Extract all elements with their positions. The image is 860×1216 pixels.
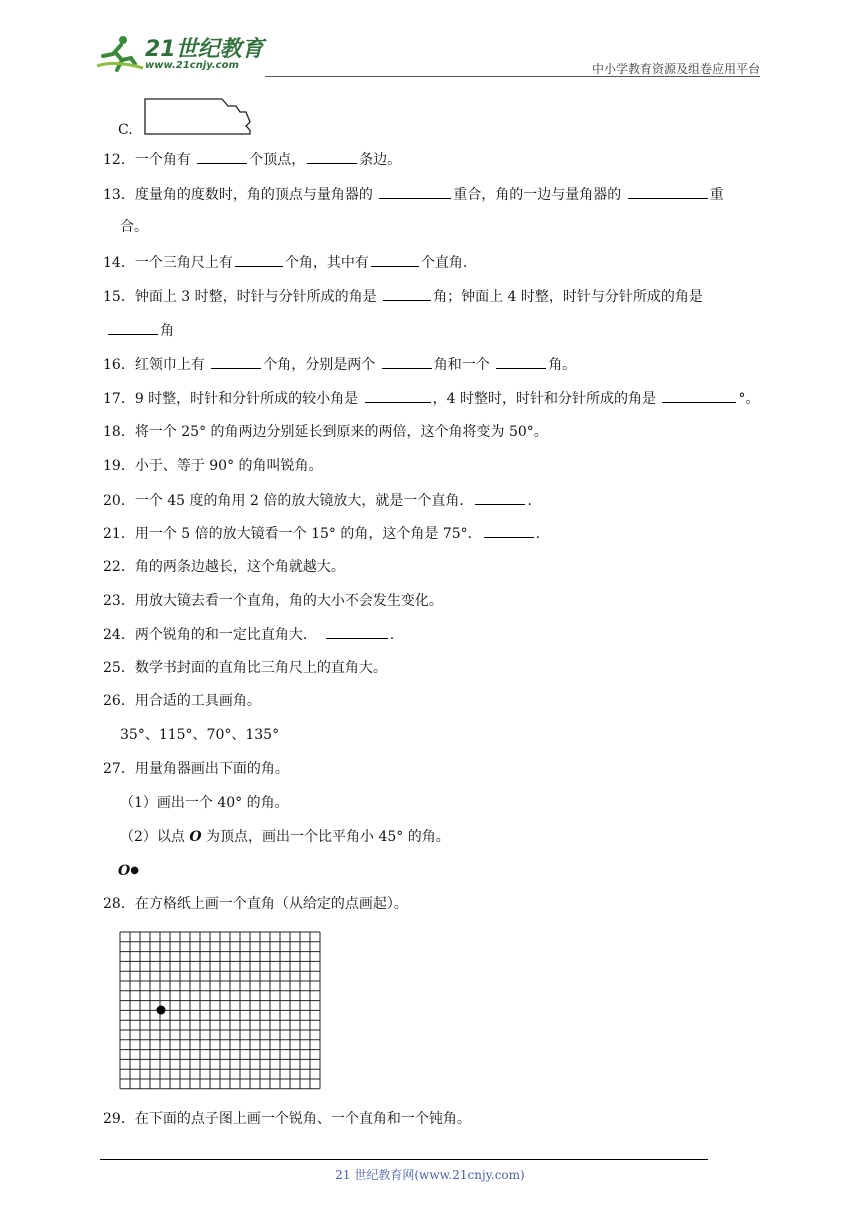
answer-blank[interactable] bbox=[662, 388, 736, 403]
point-o bbox=[118, 861, 139, 881]
page-header bbox=[95, 30, 760, 80]
answer-blank[interactable] bbox=[108, 320, 158, 335]
answer-blank[interactable] bbox=[475, 490, 525, 505]
footer-divider bbox=[100, 1159, 708, 1160]
question-12: 12．一个角有 个顶点， 条边。 bbox=[103, 149, 401, 170]
question-17: 17．9 时整，时针和分针所成的较小角是 ，4 时整时，时针和分针所成的角是 °。 bbox=[103, 388, 759, 409]
question-13-continued: 合。 bbox=[120, 219, 148, 235]
question-25: 25．数学书封面的直角比三角尺上的直角大。 bbox=[103, 660, 387, 676]
site-logo bbox=[95, 30, 265, 76]
question-18: 18．将一个 25° 的角两边分别延长到原来的两倍，这个角将变为 50°。 bbox=[103, 424, 548, 440]
question-15-continued: 角 bbox=[106, 320, 174, 341]
answer-blank[interactable] bbox=[484, 523, 534, 538]
question-28: 28．在方格纸上画一个直角（从给定的点画起）。 bbox=[103, 896, 408, 912]
answer-blank[interactable] bbox=[628, 184, 708, 199]
runner-logo-icon bbox=[95, 34, 147, 74]
answer-blank[interactable] bbox=[365, 388, 431, 403]
question-15: 15．钟面上 3 时整，时针与分针所成的角是 角；钟面上 4 时整，时针与分针所成的角是 bbox=[103, 286, 703, 307]
answer-blank[interactable] bbox=[307, 149, 357, 164]
answer-blank[interactable] bbox=[197, 149, 247, 164]
question-20: 20．一个 45 度的角用 2 倍的放大镜放大，就是一个直角． . bbox=[103, 490, 532, 511]
grid-start-point bbox=[157, 1006, 166, 1015]
answer-blank[interactable] bbox=[382, 354, 432, 369]
answer-blank[interactable] bbox=[496, 354, 546, 369]
answer-blank[interactable] bbox=[379, 184, 451, 199]
question-19: 19．小于、等于 90° 的角叫锐角。 bbox=[103, 458, 323, 474]
question-26-angles: 35°、115°、70°、135° bbox=[120, 727, 280, 743]
question-27-part-1: （1）画出一个 40° 的角。 bbox=[120, 795, 289, 811]
question-16: 16．红领巾上有 个角，分别是两个 角和一个 角。 bbox=[103, 354, 576, 375]
header-divider bbox=[265, 76, 760, 77]
point-o-dot: ● bbox=[130, 865, 139, 876]
answer-blank[interactable] bbox=[371, 252, 419, 267]
question-24: 24．两个锐角的和一定比直角大. . bbox=[103, 624, 394, 645]
square-grid-paper[interactable] bbox=[118, 930, 322, 1092]
answer-blank[interactable] bbox=[211, 354, 261, 369]
answer-blank[interactable] bbox=[326, 624, 388, 639]
page-footer: 21 世纪教育网(www.21cnjy.com) bbox=[335, 1168, 525, 1182]
point-o-label: O bbox=[118, 863, 131, 879]
question-14: 14．一个三角尺上有 个角，其中有 个直角. bbox=[103, 252, 467, 273]
q11-option-c-figure bbox=[140, 96, 256, 138]
question-23: 23．用放大镜去看一个直角，角的大小不会发生变化。 bbox=[103, 593, 443, 609]
q11-option-c bbox=[118, 120, 133, 140]
question-26: 26．用合适的工具画角。 bbox=[103, 693, 261, 709]
option-c-label: C. bbox=[118, 122, 133, 138]
question-21: 21．用一个 5 倍的放大镜看一个 15° 的角，这个角是 75°． . bbox=[103, 523, 540, 544]
question-13: 13．度量角的度数时，角的顶点与量角器的 重合，角的一边与量角器的 重 bbox=[103, 184, 724, 205]
answer-blank[interactable] bbox=[235, 252, 283, 267]
question-27: 27．用量角器画出下面的角。 bbox=[103, 761, 289, 777]
logo-text: 21世纪教育 bbox=[145, 37, 264, 62]
platform-title: 中小学教育资源及组卷应用平台 bbox=[591, 62, 760, 76]
question-22: 22．角的两条边越长，这个角就越大。 bbox=[103, 559, 345, 575]
question-29: 29．在下面的点子图上画一个锐角、一个直角和一个钝角。 bbox=[103, 1111, 471, 1127]
answer-blank[interactable] bbox=[383, 286, 431, 301]
logo-url: www.21cnjy.com bbox=[145, 60, 239, 71]
question-27-part-2: （2）以点 O 为顶点，画出一个比平角小 45° 的角。 bbox=[120, 829, 450, 845]
